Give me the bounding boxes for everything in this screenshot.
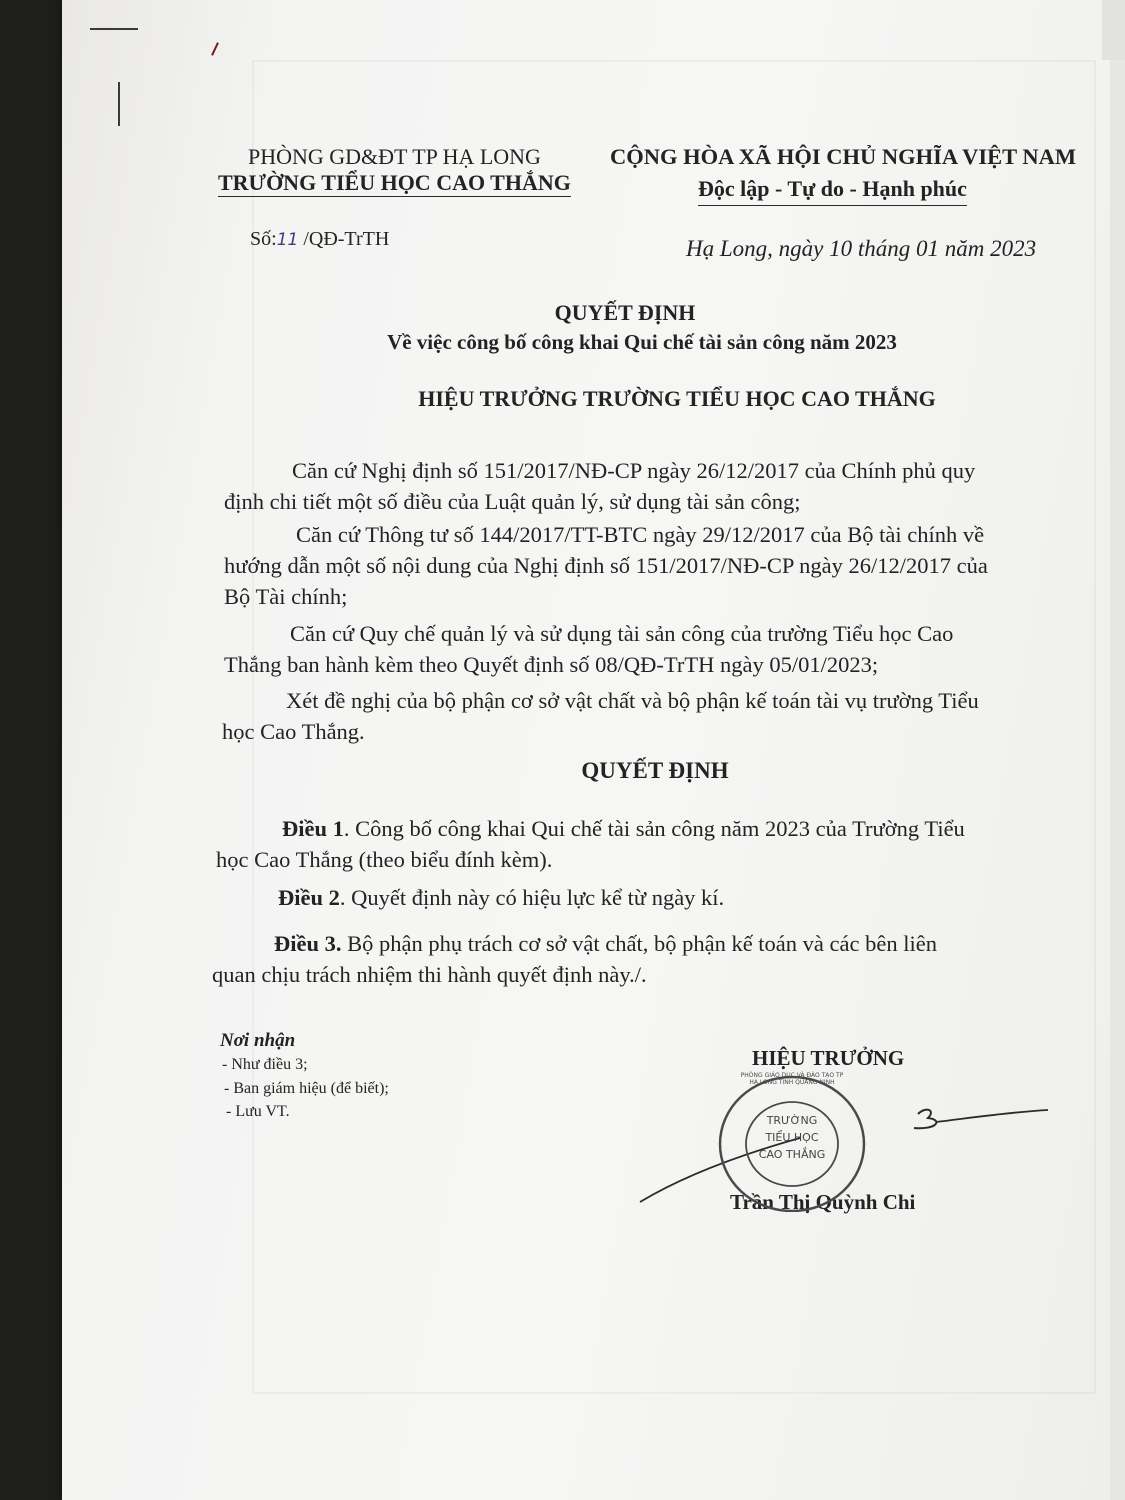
ground-4 bbox=[222, 685, 1068, 747]
title-main: QUYẾT ĐỊNH bbox=[554, 300, 696, 325]
header-country: CỘNG HÒA XÃ HỘI CHỦ NGHĨA VIỆT NAM bbox=[610, 144, 1077, 169]
article-3-line2: quan chịu trách nhiệm thi hành quyết định này./. bbox=[212, 962, 647, 987]
ground-1-line1: Căn cứ Nghị định số 151/2017/NĐ-CP ngày 26/12/2017 của Chính phủ quy bbox=[292, 458, 976, 483]
number-prefix: Số: bbox=[250, 228, 277, 250]
number-suffix: /QĐ-TrTH bbox=[298, 228, 390, 250]
article-2-text: . Quyết định này có hiệu lực kể từ ngày kí. bbox=[339, 885, 725, 910]
article-3-text: Bộ phận phụ trách cơ sở vật chất, bộ phận kế toán và các bên liên bbox=[341, 931, 937, 956]
stamp-center-line3: CAO THẮNG bbox=[758, 1148, 826, 1161]
stamp-center-line2: TIỂU HỌC bbox=[765, 1131, 819, 1144]
article-1-line1 bbox=[216, 813, 1070, 844]
article-1-line2: học Cao Thắng (theo biểu đính kèm). bbox=[216, 847, 553, 872]
ground-2-line2: hướng dẫn một số nội dung của Nghị định số 151/2017/NĐ-CP ngày 26/12/2017 của bbox=[224, 553, 988, 578]
ground-3 bbox=[224, 618, 1066, 680]
article-1-label: Điều 1 bbox=[282, 816, 344, 841]
ground-3-line1: Căn cứ Quy chế quản lý và sử dụng tài sản công của trường Tiểu học Cao bbox=[290, 621, 954, 646]
signature-title: HIỆU TRƯỞNG bbox=[752, 1046, 905, 1070]
header-school bbox=[218, 170, 571, 196]
number-handwritten: 11 bbox=[276, 230, 299, 250]
article-3-label: Điều 3. bbox=[274, 931, 342, 956]
recipient-2: - Ban giám hiệu (để biết); bbox=[224, 1080, 389, 1097]
recipient-3: - Lưu VT. bbox=[226, 1103, 290, 1120]
recipient-1: - Như điều 3; bbox=[222, 1056, 308, 1073]
article-1-text: . Công bố công khai Qui chế tài sản công năm 2023 của Trường Tiểu bbox=[343, 816, 965, 841]
pen-mark-dash bbox=[90, 28, 138, 30]
stamp-ring-text: PHÒNG GIÁO DỤC VÀ ĐÀO TẠO TP HẠ LONG TỈNH QUẢNG NINH bbox=[740, 1072, 844, 1086]
article-1 bbox=[216, 813, 1070, 875]
ground-4-line1: Xét đề nghị của bộ phận cơ sở vật chất và bộ phận kế toán tài vụ trường Tiểu bbox=[286, 688, 979, 713]
article-2 bbox=[214, 882, 1068, 913]
document-page bbox=[62, 0, 1125, 1500]
header-school-name: TRƯỜNG TIỂU HỌC CAO THẮNG bbox=[218, 170, 571, 195]
article-3-line1 bbox=[212, 928, 1070, 959]
sheet-edge-top bbox=[1102, 0, 1125, 60]
ground-4-line2: học Cao Thắng. bbox=[222, 719, 365, 744]
article-3 bbox=[212, 928, 1070, 990]
signature-name: Trần Thị Quỳnh Chi bbox=[730, 1190, 916, 1214]
ground-2-line3: Bộ Tài chính; bbox=[224, 584, 348, 609]
header-motto-text: Độc lập - Tự do - Hạnh phúc bbox=[698, 176, 967, 206]
article-2-label: Điều 2 bbox=[278, 885, 340, 910]
recipients-heading: Nơi nhận bbox=[220, 1030, 296, 1051]
ground-3-line2: Thắng ban hành kèm theo Quyết định số 08/QĐ-TrTH ngày 05/01/2023; bbox=[224, 652, 879, 677]
decision-heading: QUYẾT ĐỊNH bbox=[581, 758, 729, 783]
official-stamp bbox=[716, 1068, 868, 1212]
header-motto bbox=[698, 176, 967, 202]
article-2-line1 bbox=[214, 882, 1068, 913]
title-authority: HIỆU TRƯỞNG TRƯỜNG TIỂU HỌC CAO THẮNG bbox=[418, 386, 936, 411]
date-line: Hạ Long, ngày 10 tháng 01 năm 2023 bbox=[686, 236, 1037, 261]
ground-1 bbox=[224, 455, 1066, 517]
pen-mark-bar bbox=[118, 82, 120, 126]
title-subject: Về việc công bố công khai Qui chế tài sản công năm 2023 bbox=[387, 330, 897, 354]
ground-1-line2: định chi tiết một số điều của Luật quản lý, sử dụng tài sản công; bbox=[224, 489, 801, 514]
document-number bbox=[250, 228, 389, 251]
ground-2-line1: Căn cứ Thông tư số 144/2017/TT-BTC ngày 29/12/2017 của Bộ tài chính về bbox=[296, 522, 985, 547]
stamp-center-line1: TRƯỜNG bbox=[766, 1114, 818, 1127]
ground-2 bbox=[224, 519, 1066, 612]
header-department: PHÒNG GD&ĐT TP HẠ LONG bbox=[248, 144, 541, 169]
